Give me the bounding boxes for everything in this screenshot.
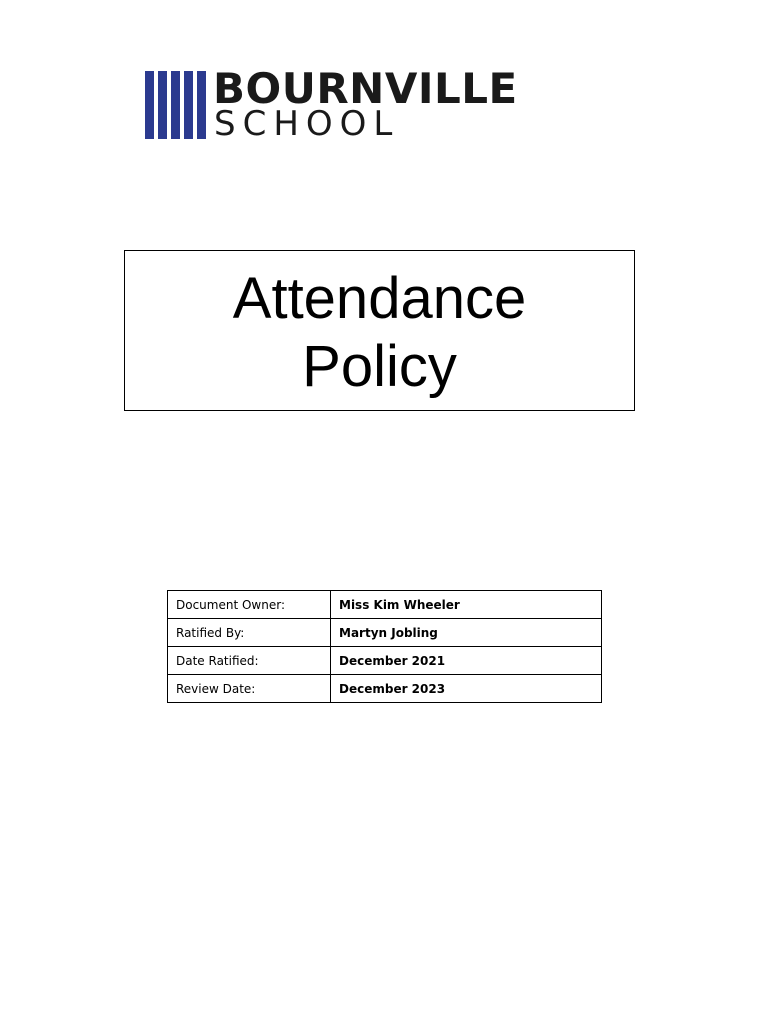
row-label: Ratified By: [168,619,331,647]
title-box [124,250,635,411]
document-title-line-1: Attendance [232,266,527,331]
logo-bar [197,71,206,139]
row-label: Review Date: [168,675,331,703]
logo-subname: SCHOOL [214,104,400,144]
row-label: Date Ratified: [168,647,331,675]
logo-name: BOURNVILLE [213,64,518,113]
row-label: Document Owner: [168,591,331,619]
row-value: Martyn Jobling [331,619,602,647]
logo-bars-icon [145,71,207,139]
table-row [168,675,602,703]
logo-bar [171,71,180,139]
row-value: December 2021 [331,647,602,675]
table-row [168,619,602,647]
logo-bar [158,71,167,139]
logo-bar [145,71,154,139]
logo-bar [184,71,193,139]
table-row [168,647,602,675]
table-row [168,591,602,619]
row-value: Miss Kim Wheeler [331,591,602,619]
document-title-line-2: Policy [302,334,457,399]
school-logo [145,64,575,144]
document-info-table [167,590,602,703]
row-value: December 2023 [331,675,602,703]
